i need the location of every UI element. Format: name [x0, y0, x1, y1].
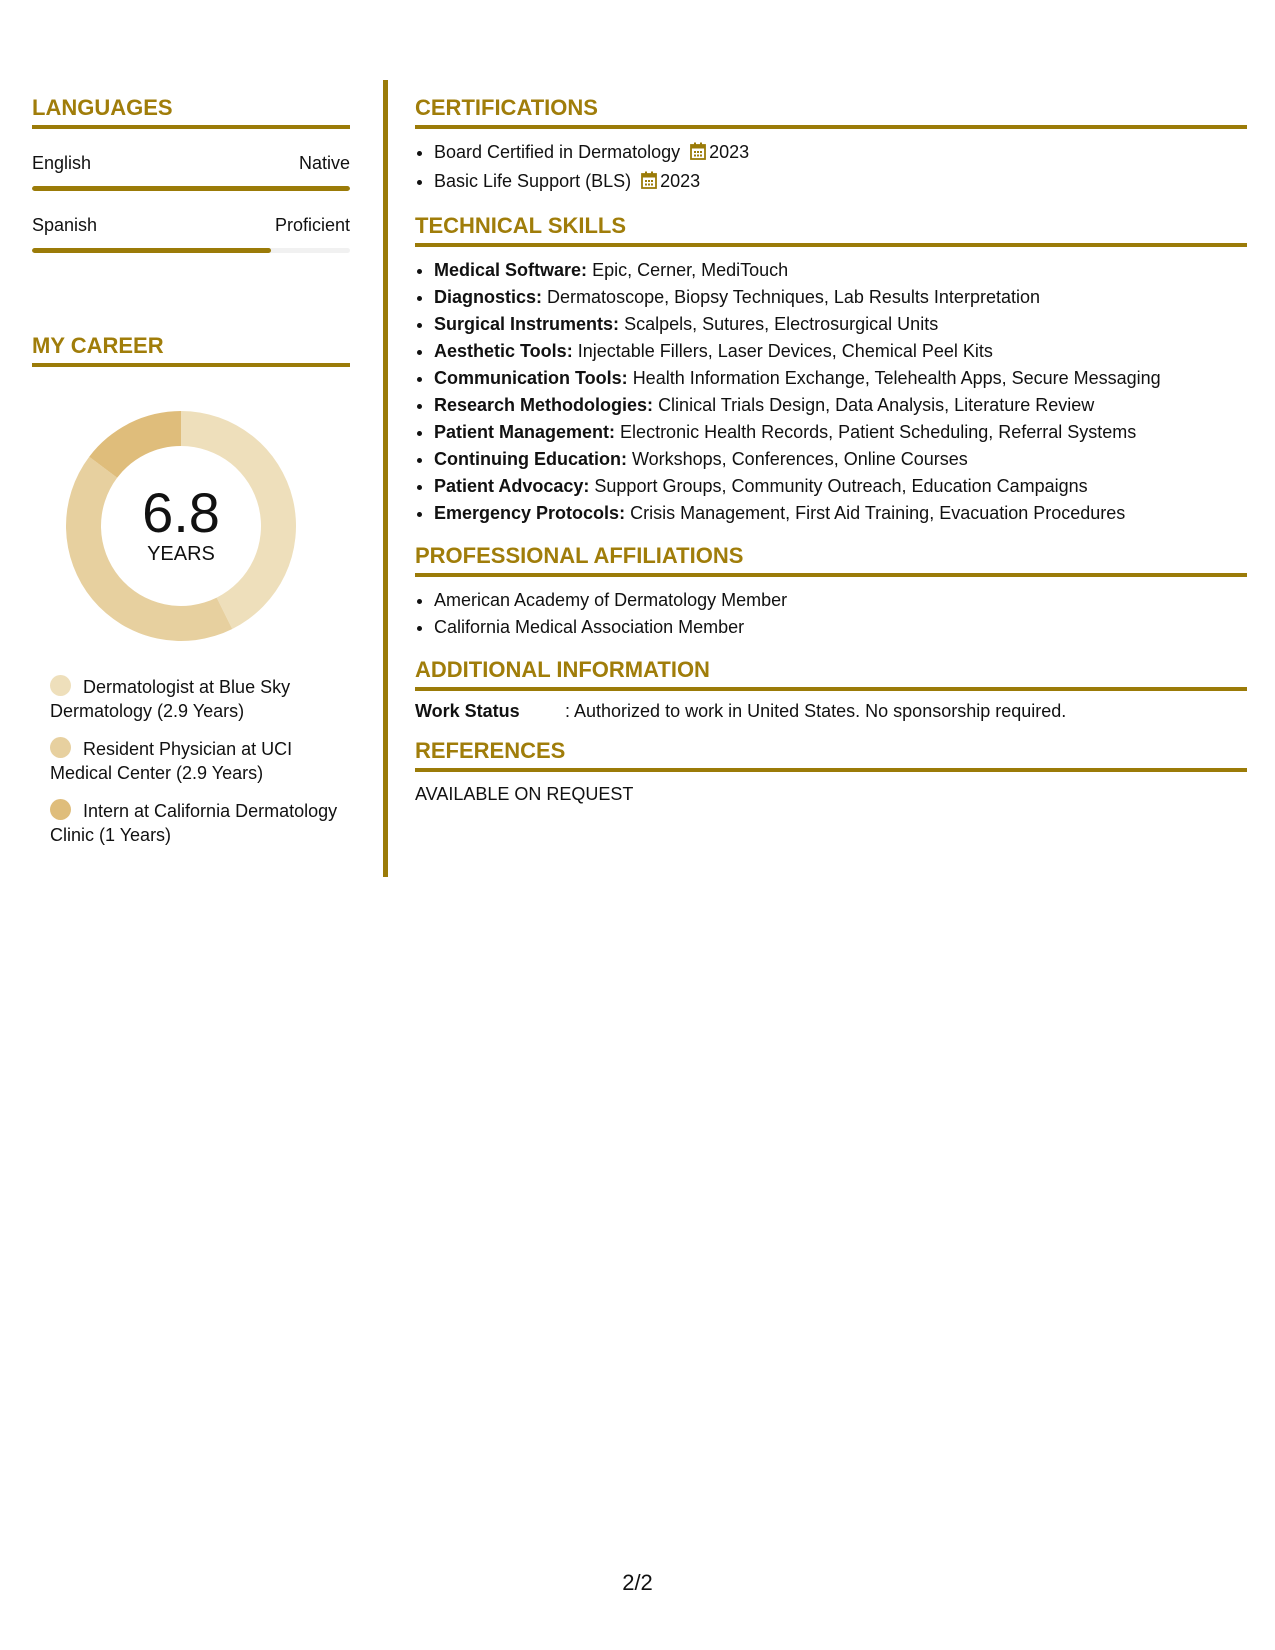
skill-label: Emergency Protocols:: [434, 503, 626, 523]
career-total-unit: YEARS: [147, 543, 215, 565]
calendar-icon: [641, 170, 657, 197]
references-section: [415, 738, 1247, 805]
language-item: [32, 215, 350, 253]
certification-year: 2023: [709, 142, 750, 162]
calendar-icon: [690, 141, 706, 168]
skill-label: Patient Management:: [434, 422, 616, 442]
skill-label: Surgical Instruments:: [434, 314, 620, 334]
legend-dot-icon: [50, 799, 71, 820]
career-role-label: Resident Physician at UCI Medical Center (2.9 Years): [50, 739, 293, 783]
career-donut-chart: [66, 411, 296, 641]
skill-value: Workshops, Conferences, Online Courses: [631, 449, 968, 469]
language-name: English: [32, 153, 92, 173]
language-bar: [32, 186, 350, 191]
certifications-section: [415, 95, 1247, 197]
references-text: AVAILABLE ON REQUEST: [415, 784, 634, 804]
skill-value: Dermatoscope, Biopsy Techniques, Lab Results Interpretation: [547, 287, 1040, 307]
career-legend: [32, 675, 350, 847]
career-section: [32, 333, 350, 847]
certification-name: Board Certified in Dermatology: [434, 142, 681, 162]
skill-label: Diagnostics:: [434, 287, 543, 307]
skill-item: [434, 257, 1247, 284]
skill-label: Continuing Education:: [434, 449, 627, 469]
skill-value: Scalpels, Sutures, Electrosurgical Units: [624, 314, 939, 334]
language-name: Spanish: [32, 215, 98, 235]
skill-label: Aesthetic Tools:: [434, 341, 573, 361]
language-level: Proficient: [274, 215, 350, 235]
skill-item: [434, 419, 1247, 446]
language-item: [32, 153, 350, 191]
skill-item: [434, 392, 1247, 419]
legend-dot-icon: [50, 737, 71, 758]
work-status-row: [415, 701, 1247, 722]
skill-item: [434, 446, 1247, 473]
language-bar-fill: [32, 248, 271, 253]
skill-item: [434, 284, 1247, 311]
skill-item: [434, 311, 1247, 338]
additional-info-heading: ADDITIONAL INFORMATION: [415, 657, 1247, 691]
language-bar-fill: [32, 186, 350, 191]
certification-name: Basic Life Support (BLS): [434, 171, 632, 191]
left-column: [32, 95, 350, 861]
skill-item: [434, 365, 1247, 392]
technical-skills-heading: TECHNICAL SKILLS: [415, 213, 1247, 247]
skill-label: Research Methodologies:: [434, 395, 654, 415]
technical-skills-section: [415, 213, 1247, 527]
language-level: Native: [298, 153, 350, 173]
affiliations-section: [415, 543, 1247, 641]
skill-item: [434, 500, 1247, 527]
certifications-list: [415, 139, 1247, 197]
skill-value: Electronic Health Records, Patient Scheduling, Referral Systems: [620, 422, 1137, 442]
skill-item: [434, 338, 1247, 365]
skill-value: Clinical Trials Design, Data Analysis, Literature Review: [658, 395, 1095, 415]
affiliations-heading: PROFESSIONAL AFFILIATIONS: [415, 543, 1247, 577]
work-status-value: : Authorized to work in United States. No sponsorship required.: [565, 701, 1067, 721]
skill-label: Medical Software:: [434, 260, 588, 280]
skill-value: Injectable Fillers, Laser Devices, Chemical Peel Kits: [577, 341, 993, 361]
career-total-value: 6.8: [142, 481, 220, 544]
skill-value: Epic, Cerner, MediTouch: [592, 260, 789, 280]
career-legend-item: [32, 737, 350, 785]
certification-year: 2023: [660, 171, 701, 191]
languages-section: [32, 95, 350, 253]
language-bar: [32, 248, 350, 253]
affiliations-list: [415, 587, 1247, 641]
career-role-label: Dermatologist at Blue Sky Dermatology (2.9 Years): [50, 677, 291, 721]
skill-value: Support Groups, Community Outreach, Education Campaigns: [594, 476, 1088, 496]
certification-item: [434, 168, 1247, 197]
affiliation-item: • American Academy of Dermatology Member: [434, 587, 1247, 614]
skill-value: Crisis Management, First Aid Training, Evacuation Procedures: [630, 503, 1126, 523]
additional-info-section: [415, 657, 1247, 722]
career-legend-item: [32, 675, 350, 723]
legend-dot-icon: [50, 675, 71, 696]
page-number: 2/2: [622, 1570, 653, 1595]
skill-label: Communication Tools:: [434, 368, 628, 388]
right-column: [415, 95, 1247, 821]
skill-value: Health Information Exchange, Telehealth Apps, Secure Messaging: [632, 368, 1161, 388]
career-role-label: Intern at California Dermatology Clinic (1 Years): [50, 801, 338, 845]
certification-item: [434, 139, 1247, 168]
references-heading: REFERENCES: [415, 738, 1247, 772]
certifications-heading: CERTIFICATIONS: [415, 95, 1247, 129]
affiliation-item: • California Medical Association Member: [434, 614, 1247, 641]
career-heading: MY CAREER: [32, 333, 350, 367]
languages-heading: LANGUAGES: [32, 95, 350, 129]
career-legend-item: [32, 799, 350, 847]
column-divider: [383, 80, 388, 877]
work-status-key: Work Status: [415, 701, 520, 721]
skill-label: Patient Advocacy:: [434, 476, 590, 496]
technical-skills-list: [415, 257, 1247, 527]
skill-item: [434, 473, 1247, 500]
